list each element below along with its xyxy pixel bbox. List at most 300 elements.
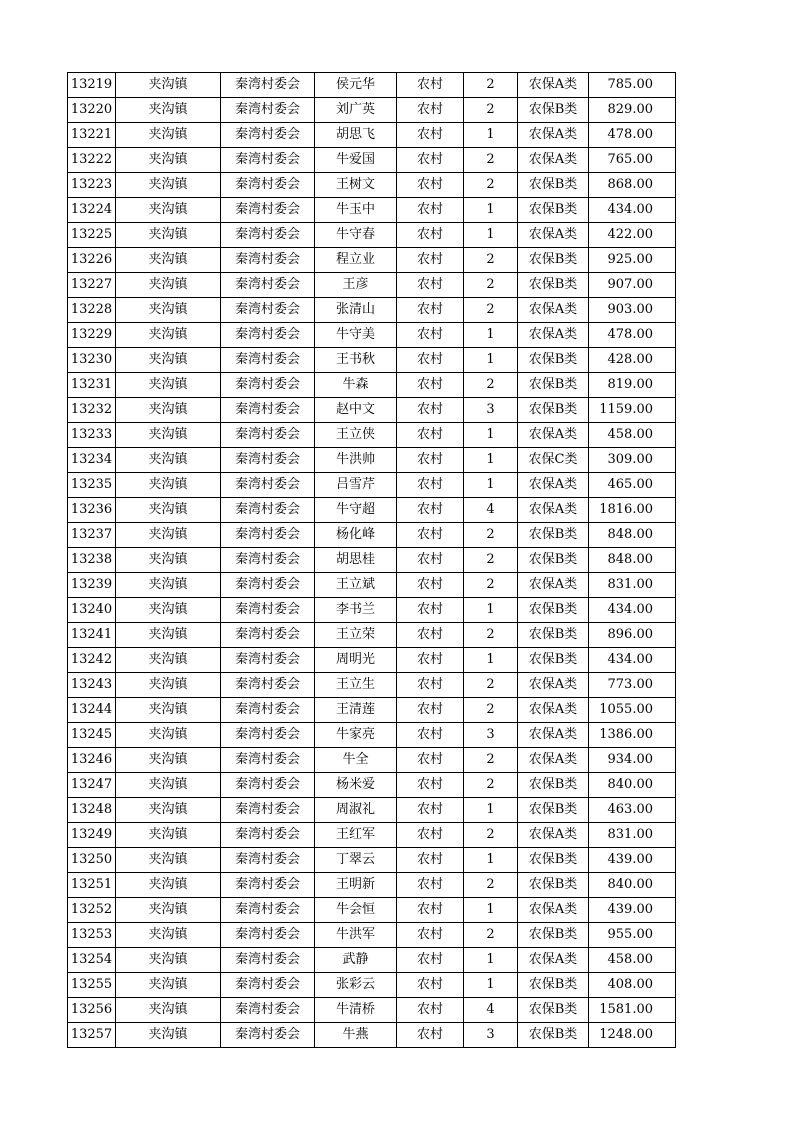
cell-area: 农村 [397, 698, 464, 723]
cell-category: 农保B类 [518, 98, 589, 123]
cell-village: 秦湾村委会 [221, 148, 315, 173]
cell-village: 秦湾村委会 [221, 748, 315, 773]
cell-count: 2 [464, 98, 518, 123]
cell-amount: 831.00 [589, 823, 676, 848]
cell-amount: 840.00 [589, 773, 676, 798]
cell-area: 农村 [397, 423, 464, 448]
cell-amount: 955.00 [589, 923, 676, 948]
cell-category: 农保A类 [518, 723, 589, 748]
cell-amount: 458.00 [589, 948, 676, 973]
cell-count: 2 [464, 823, 518, 848]
cell-area: 农村 [397, 1023, 464, 1048]
cell-category: 农保B类 [518, 973, 589, 998]
cell-category: 农保B类 [518, 773, 589, 798]
cell-category: 农保A类 [518, 423, 589, 448]
cell-category: 农保B类 [518, 923, 589, 948]
table-row [68, 648, 676, 673]
table-row [68, 398, 676, 423]
cell-town: 夹沟镇 [116, 573, 221, 598]
cell-name: 牛会恒 [315, 898, 397, 923]
cell-category: 农保A类 [518, 223, 589, 248]
cell-count: 1 [464, 123, 518, 148]
cell-area: 农村 [397, 223, 464, 248]
cell-village: 秦湾村委会 [221, 423, 315, 448]
cell-id: 13251 [68, 873, 116, 898]
cell-town: 夹沟镇 [116, 823, 221, 848]
cell-name: 牛森 [315, 373, 397, 398]
cell-area: 农村 [397, 98, 464, 123]
table-row [68, 723, 676, 748]
cell-id: 13256 [68, 998, 116, 1023]
cell-count: 2 [464, 248, 518, 273]
cell-village: 秦湾村委会 [221, 298, 315, 323]
cell-amount: 1055.00 [589, 698, 676, 723]
cell-amount: 848.00 [589, 548, 676, 573]
cell-name: 张清山 [315, 298, 397, 323]
cell-amount: 428.00 [589, 348, 676, 373]
cell-name: 牛清桥 [315, 998, 397, 1023]
cell-village: 秦湾村委会 [221, 73, 315, 98]
cell-count: 1 [464, 423, 518, 448]
cell-village: 秦湾村委会 [221, 273, 315, 298]
cell-village: 秦湾村委会 [221, 348, 315, 373]
cell-category: 农保B类 [518, 173, 589, 198]
cell-village: 秦湾村委会 [221, 98, 315, 123]
cell-village: 秦湾村委会 [221, 373, 315, 398]
cell-town: 夹沟镇 [116, 698, 221, 723]
cell-id: 13253 [68, 923, 116, 948]
table-row [68, 223, 676, 248]
cell-category: 农保B类 [518, 373, 589, 398]
cell-category: 农保B类 [518, 1023, 589, 1048]
table-row [68, 773, 676, 798]
cell-village: 秦湾村委会 [221, 723, 315, 748]
cell-count: 1 [464, 973, 518, 998]
cell-area: 农村 [397, 498, 464, 523]
table-row [68, 673, 676, 698]
table-row [68, 798, 676, 823]
cell-town: 夹沟镇 [116, 973, 221, 998]
cell-category: 农保A类 [518, 573, 589, 598]
cell-name: 杨化峰 [315, 523, 397, 548]
cell-name: 牛洪帅 [315, 448, 397, 473]
cell-name: 牛燕 [315, 1023, 397, 1048]
cell-count: 2 [464, 523, 518, 548]
cell-id: 13225 [68, 223, 116, 248]
cell-category: 农保B类 [518, 998, 589, 1023]
cell-town: 夹沟镇 [116, 173, 221, 198]
cell-area: 农村 [397, 298, 464, 323]
cell-count: 3 [464, 398, 518, 423]
cell-town: 夹沟镇 [116, 348, 221, 373]
cell-amount: 478.00 [589, 123, 676, 148]
cell-count: 1 [464, 648, 518, 673]
cell-village: 秦湾村委会 [221, 473, 315, 498]
cell-id: 13252 [68, 898, 116, 923]
cell-name: 王立斌 [315, 573, 397, 598]
table-row [68, 373, 676, 398]
table-row [68, 973, 676, 998]
cell-village: 秦湾村委会 [221, 223, 315, 248]
table-body [68, 73, 676, 1048]
table-row [68, 423, 676, 448]
cell-count: 2 [464, 773, 518, 798]
cell-count: 1 [464, 898, 518, 923]
cell-category: 农保A类 [518, 698, 589, 723]
cell-count: 2 [464, 273, 518, 298]
cell-area: 农村 [397, 398, 464, 423]
cell-category: 农保B类 [518, 798, 589, 823]
cell-category: 农保B类 [518, 548, 589, 573]
cell-id: 13219 [68, 73, 116, 98]
cell-name: 牛家亮 [315, 723, 397, 748]
cell-count: 1 [464, 598, 518, 623]
cell-id: 13232 [68, 398, 116, 423]
cell-id: 13236 [68, 498, 116, 523]
cell-amount: 819.00 [589, 373, 676, 398]
cell-amount: 439.00 [589, 848, 676, 873]
cell-name: 赵中文 [315, 398, 397, 423]
cell-town: 夹沟镇 [116, 898, 221, 923]
cell-id: 13228 [68, 298, 116, 323]
table-row [68, 323, 676, 348]
cell-name: 王立荣 [315, 623, 397, 648]
cell-amount: 848.00 [589, 523, 676, 548]
cell-area: 农村 [397, 998, 464, 1023]
cell-village: 秦湾村委会 [221, 648, 315, 673]
cell-count: 2 [464, 873, 518, 898]
cell-name: 李书兰 [315, 598, 397, 623]
cell-town: 夹沟镇 [116, 198, 221, 223]
cell-name: 牛爱国 [315, 148, 397, 173]
cell-town: 夹沟镇 [116, 448, 221, 473]
cell-category: 农保B类 [518, 348, 589, 373]
cell-name: 王书秋 [315, 348, 397, 373]
cell-name: 王明新 [315, 873, 397, 898]
cell-amount: 785.00 [589, 73, 676, 98]
cell-id: 13238 [68, 548, 116, 573]
cell-village: 秦湾村委会 [221, 873, 315, 898]
cell-area: 农村 [397, 848, 464, 873]
cell-area: 农村 [397, 948, 464, 973]
table-row [68, 523, 676, 548]
cell-category: 农保A类 [518, 73, 589, 98]
cell-count: 1 [464, 323, 518, 348]
cell-area: 农村 [397, 773, 464, 798]
cell-id: 13241 [68, 623, 116, 648]
cell-village: 秦湾村委会 [221, 598, 315, 623]
cell-village: 秦湾村委会 [221, 948, 315, 973]
cell-area: 农村 [397, 723, 464, 748]
table-row [68, 248, 676, 273]
cell-village: 秦湾村委会 [221, 123, 315, 148]
cell-id: 13223 [68, 173, 116, 198]
cell-village: 秦湾村委会 [221, 698, 315, 723]
table-row [68, 998, 676, 1023]
cell-category: 农保B类 [518, 598, 589, 623]
cell-area: 农村 [397, 273, 464, 298]
cell-id: 13243 [68, 673, 116, 698]
cell-amount: 465.00 [589, 473, 676, 498]
cell-category: 农保A类 [518, 148, 589, 173]
cell-area: 农村 [397, 648, 464, 673]
cell-count: 1 [464, 848, 518, 873]
cell-name: 王红军 [315, 823, 397, 848]
cell-amount: 463.00 [589, 798, 676, 823]
cell-town: 夹沟镇 [116, 648, 221, 673]
cell-amount: 1581.00 [589, 998, 676, 1023]
cell-count: 2 [464, 623, 518, 648]
cell-town: 夹沟镇 [116, 523, 221, 548]
cell-count: 2 [464, 298, 518, 323]
cell-village: 秦湾村委会 [221, 448, 315, 473]
cell-name: 武静 [315, 948, 397, 973]
cell-name: 胡思飞 [315, 123, 397, 148]
table-row [68, 573, 676, 598]
table-row [68, 848, 676, 873]
cell-area: 农村 [397, 748, 464, 773]
cell-name: 张彩云 [315, 973, 397, 998]
cell-category: 农保B类 [518, 398, 589, 423]
cell-village: 秦湾村委会 [221, 548, 315, 573]
cell-town: 夹沟镇 [116, 773, 221, 798]
cell-area: 农村 [397, 548, 464, 573]
cell-name: 王立生 [315, 673, 397, 698]
cell-area: 农村 [397, 573, 464, 598]
cell-id: 13240 [68, 598, 116, 623]
cell-village: 秦湾村委会 [221, 673, 315, 698]
cell-name: 牛守超 [315, 498, 397, 523]
cell-id: 13222 [68, 148, 116, 173]
cell-count: 1 [464, 198, 518, 223]
cell-area: 农村 [397, 173, 464, 198]
cell-town: 夹沟镇 [116, 273, 221, 298]
cell-area: 农村 [397, 123, 464, 148]
table-row [68, 748, 676, 773]
cell-category: 农保A类 [518, 673, 589, 698]
cell-id: 13230 [68, 348, 116, 373]
cell-amount: 896.00 [589, 623, 676, 648]
cell-name: 杨米爱 [315, 773, 397, 798]
cell-name: 王立侠 [315, 423, 397, 448]
cell-town: 夹沟镇 [116, 298, 221, 323]
cell-id: 13250 [68, 848, 116, 873]
cell-count: 1 [464, 448, 518, 473]
cell-amount: 765.00 [589, 148, 676, 173]
cell-count: 4 [464, 498, 518, 523]
cell-id: 13247 [68, 773, 116, 798]
cell-village: 秦湾村委会 [221, 773, 315, 798]
cell-id: 13257 [68, 1023, 116, 1048]
cell-id: 13221 [68, 123, 116, 148]
cell-category: 农保B类 [518, 273, 589, 298]
cell-name: 牛全 [315, 748, 397, 773]
cell-category: 农保A类 [518, 123, 589, 148]
cell-amount: 458.00 [589, 423, 676, 448]
cell-count: 1 [464, 798, 518, 823]
cell-count: 3 [464, 1023, 518, 1048]
cell-category: 农保B类 [518, 648, 589, 673]
cell-town: 夹沟镇 [116, 98, 221, 123]
cell-town: 夹沟镇 [116, 998, 221, 1023]
cell-amount: 434.00 [589, 198, 676, 223]
cell-village: 秦湾村委会 [221, 973, 315, 998]
cell-count: 4 [464, 998, 518, 1023]
table-row [68, 98, 676, 123]
table-row [68, 598, 676, 623]
cell-amount: 868.00 [589, 173, 676, 198]
cell-town: 夹沟镇 [116, 423, 221, 448]
cell-count: 2 [464, 748, 518, 773]
cell-amount: 408.00 [589, 973, 676, 998]
table-row [68, 348, 676, 373]
cell-id: 13227 [68, 273, 116, 298]
cell-town: 夹沟镇 [116, 248, 221, 273]
cell-area: 农村 [397, 198, 464, 223]
cell-village: 秦湾村委会 [221, 898, 315, 923]
cell-name: 吕雪芹 [315, 473, 397, 498]
cell-amount: 903.00 [589, 298, 676, 323]
cell-village: 秦湾村委会 [221, 823, 315, 848]
cell-id: 13242 [68, 648, 116, 673]
cell-id: 13248 [68, 798, 116, 823]
table-row [68, 1023, 676, 1048]
cell-amount: 1816.00 [589, 498, 676, 523]
cell-area: 农村 [397, 673, 464, 698]
cell-amount: 1386.00 [589, 723, 676, 748]
cell-name: 周明光 [315, 648, 397, 673]
cell-category: 农保B类 [518, 848, 589, 873]
cell-amount: 309.00 [589, 448, 676, 473]
cell-amount: 831.00 [589, 573, 676, 598]
cell-count: 3 [464, 723, 518, 748]
cell-amount: 439.00 [589, 898, 676, 923]
table-row [68, 73, 676, 98]
cell-area: 农村 [397, 248, 464, 273]
cell-town: 夹沟镇 [116, 223, 221, 248]
cell-town: 夹沟镇 [116, 473, 221, 498]
cell-name: 程立业 [315, 248, 397, 273]
table-row [68, 548, 676, 573]
cell-town: 夹沟镇 [116, 948, 221, 973]
cell-area: 农村 [397, 973, 464, 998]
table-row [68, 898, 676, 923]
cell-area: 农村 [397, 473, 464, 498]
cell-town: 夹沟镇 [116, 623, 221, 648]
table-row [68, 148, 676, 173]
cell-name: 王树文 [315, 173, 397, 198]
cell-name: 丁翠云 [315, 848, 397, 873]
cell-village: 秦湾村委会 [221, 323, 315, 348]
cell-amount: 1159.00 [589, 398, 676, 423]
cell-category: 农保A类 [518, 748, 589, 773]
cell-town: 夹沟镇 [116, 398, 221, 423]
cell-id: 13224 [68, 198, 116, 223]
cell-town: 夹沟镇 [116, 548, 221, 573]
cell-town: 夹沟镇 [116, 748, 221, 773]
cell-id: 13245 [68, 723, 116, 748]
cell-name: 牛洪军 [315, 923, 397, 948]
cell-village: 秦湾村委会 [221, 923, 315, 948]
cell-area: 农村 [397, 898, 464, 923]
cell-category: 农保B类 [518, 523, 589, 548]
table-row [68, 473, 676, 498]
cell-name: 周淑礼 [315, 798, 397, 823]
table-row [68, 173, 676, 198]
cell-id: 13246 [68, 748, 116, 773]
table-row [68, 948, 676, 973]
cell-id: 13255 [68, 973, 116, 998]
table-row [68, 448, 676, 473]
cell-area: 农村 [397, 798, 464, 823]
cell-town: 夹沟镇 [116, 873, 221, 898]
cell-village: 秦湾村委会 [221, 198, 315, 223]
cell-town: 夹沟镇 [116, 148, 221, 173]
cell-id: 13233 [68, 423, 116, 448]
cell-name: 王彦 [315, 273, 397, 298]
cell-area: 农村 [397, 823, 464, 848]
cell-amount: 925.00 [589, 248, 676, 273]
cell-amount: 1248.00 [589, 1023, 676, 1048]
cell-village: 秦湾村委会 [221, 523, 315, 548]
cell-area: 农村 [397, 598, 464, 623]
cell-category: 农保B类 [518, 248, 589, 273]
cell-id: 13254 [68, 948, 116, 973]
cell-village: 秦湾村委会 [221, 248, 315, 273]
cell-town: 夹沟镇 [116, 673, 221, 698]
cell-village: 秦湾村委会 [221, 398, 315, 423]
cell-village: 秦湾村委会 [221, 998, 315, 1023]
cell-amount: 934.00 [589, 748, 676, 773]
cell-count: 2 [464, 173, 518, 198]
cell-town: 夹沟镇 [116, 923, 221, 948]
table-row [68, 698, 676, 723]
cell-count: 2 [464, 573, 518, 598]
cell-name: 牛守春 [315, 223, 397, 248]
records-table [67, 72, 676, 1048]
cell-id: 13237 [68, 523, 116, 548]
cell-amount: 907.00 [589, 273, 676, 298]
cell-town: 夹沟镇 [116, 323, 221, 348]
cell-town: 夹沟镇 [116, 73, 221, 98]
cell-village: 秦湾村委会 [221, 498, 315, 523]
cell-town: 夹沟镇 [116, 723, 221, 748]
table-row [68, 273, 676, 298]
cell-village: 秦湾村委会 [221, 573, 315, 598]
cell-category: 农保A类 [518, 298, 589, 323]
table-row [68, 298, 676, 323]
cell-area: 农村 [397, 623, 464, 648]
table-row [68, 123, 676, 148]
cell-category: 农保A类 [518, 898, 589, 923]
cell-name: 刘广英 [315, 98, 397, 123]
cell-area: 农村 [397, 148, 464, 173]
cell-id: 13231 [68, 373, 116, 398]
table-row [68, 823, 676, 848]
cell-amount: 829.00 [589, 98, 676, 123]
cell-town: 夹沟镇 [116, 848, 221, 873]
cell-count: 1 [464, 948, 518, 973]
cell-town: 夹沟镇 [116, 1023, 221, 1048]
cell-village: 秦湾村委会 [221, 623, 315, 648]
cell-area: 农村 [397, 523, 464, 548]
cell-amount: 434.00 [589, 598, 676, 623]
cell-area: 农村 [397, 873, 464, 898]
cell-category: 农保B类 [518, 873, 589, 898]
cell-count: 2 [464, 673, 518, 698]
cell-name: 胡思桂 [315, 548, 397, 573]
cell-name: 侯元华 [315, 73, 397, 98]
